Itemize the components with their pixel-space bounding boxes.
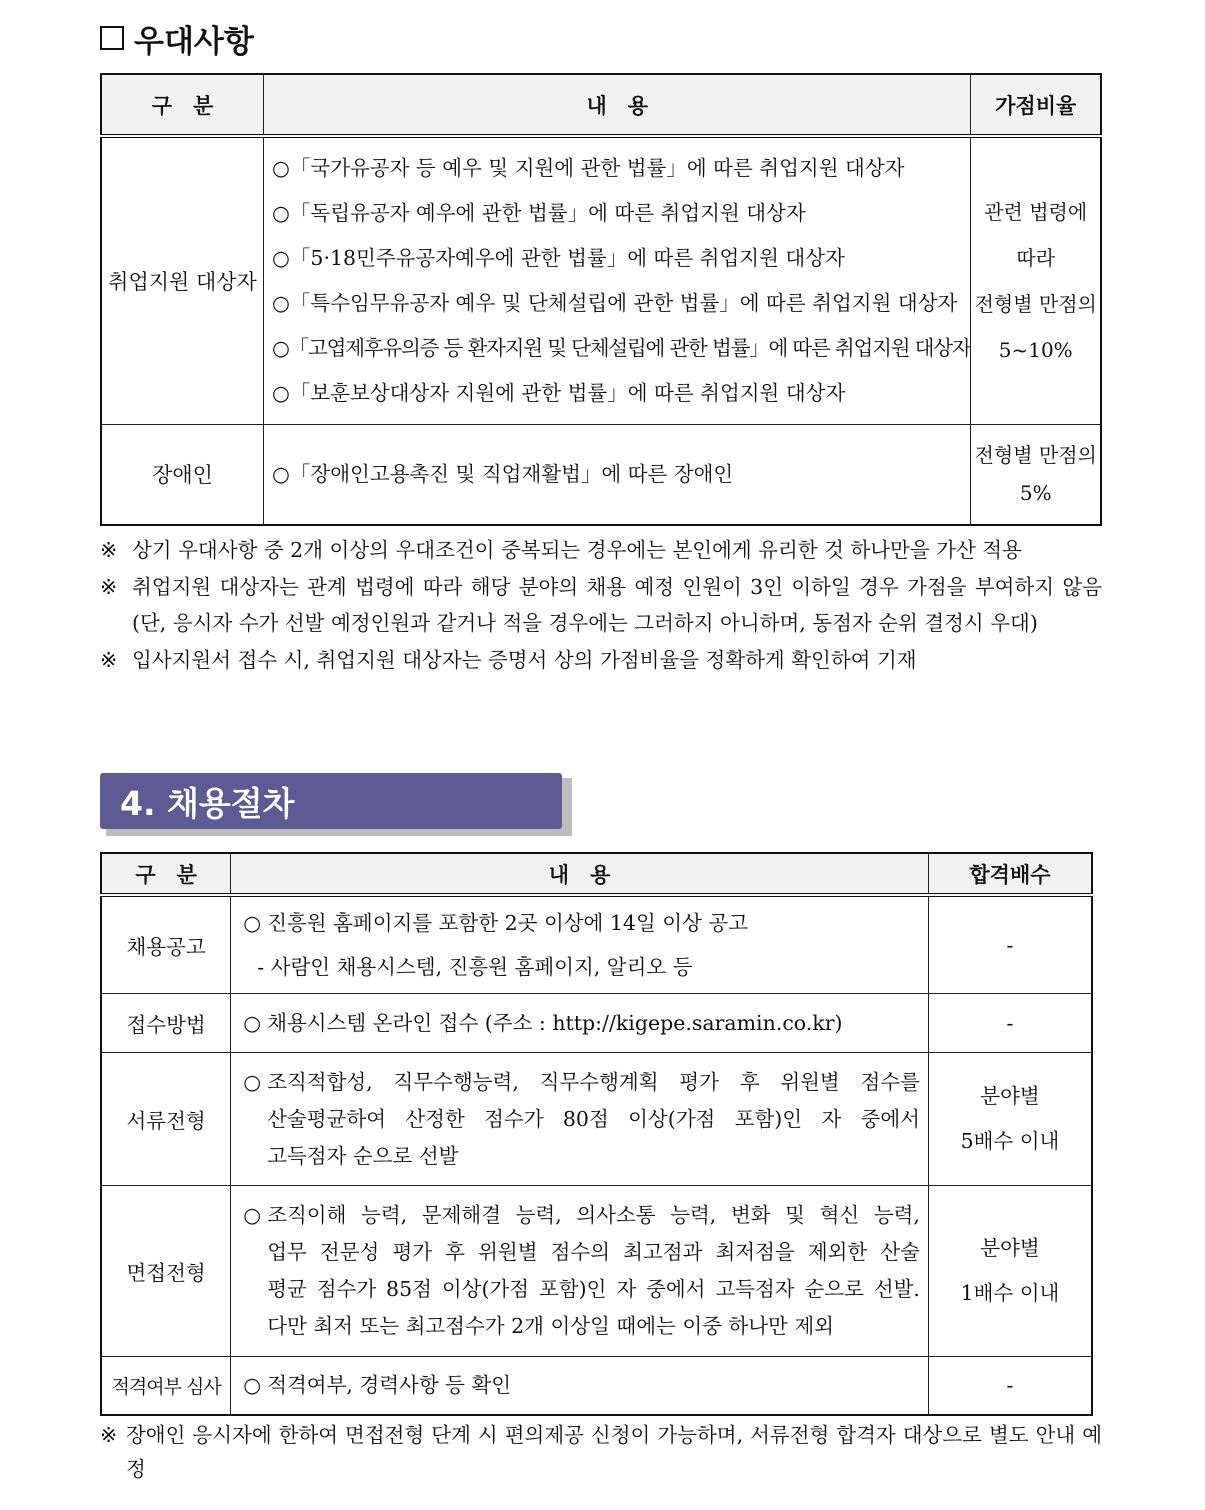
item-text: 진흥원 홈페이지를 포함한 2곳 이상에 14일 이상 공고 <box>267 911 749 935</box>
list-item-cont <box>243 1308 920 1345</box>
rate-line: 1배수 이내 <box>960 1281 1060 1305</box>
row-rate: - <box>928 994 1092 1053</box>
bullet-mark: ○ <box>243 1203 262 1227</box>
header-content: 내 용 <box>264 74 971 136</box>
list-item-cont <box>243 1271 920 1308</box>
item-text: 채용시스템 온라인 접수 (주소 : http://kigepe.saramin.co.kr) <box>267 1011 843 1035</box>
list-item <box>243 1001 920 1045</box>
row-category: 취업지원 대상자 <box>101 136 264 425</box>
section-banner <box>100 773 562 829</box>
item-text: 산술평균하여 산정한 점수가 80점 이상(가점 포함)인 자 중에서 <box>267 1106 920 1131</box>
list-item: ○「5·18민주유공자예우에 관한 법률」에 따른 취업지원 대상자 <box>272 246 845 270</box>
table-row <box>101 136 1101 425</box>
row-category: 서류전형 <box>101 1053 231 1186</box>
item-text: 고득점자 순으로 선발 <box>267 1143 459 1168</box>
preference-notes <box>100 532 1102 678</box>
note-mark: ※ <box>100 574 118 599</box>
note-item <box>100 642 1102 679</box>
row-category: 채용공고 <box>101 895 231 994</box>
list-item: ○「고엽제후유의증 등 환자지원 및 단체설립에 관한 법률」에 따른 취업지원 대상자 <box>272 336 971 360</box>
item-text: 다만 최저 또는 최고점수가 2개 이상일 때에는 이중 하나만 제외 <box>267 1314 834 1338</box>
list-item: ○「보훈보상대상자 지원에 관한 법률」에 따른 취업지원 대상자 <box>272 381 846 405</box>
list-item <box>243 1064 920 1101</box>
note-text: 입사지원서 접수 시, 취업지원 대상자는 증명서 상의 가점비율을 정확하게 확인하여 기재 <box>132 647 917 672</box>
row-category: 장애인 <box>101 425 264 525</box>
list-item-cont <box>243 1101 920 1138</box>
note-text: 취업지원 대상자는 관계 법령에 따라 해당 분야의 채용 예정 인원이 3인 이하일 경우 가점을 부여하지 않음 (단, 응시자 수가 선발 예정인원과 같거나 적을 경우에는 그러하지 아니하며, 동점자 순위 결정시 우대) <box>132 574 1102 635</box>
table-header-row <box>101 74 1101 136</box>
row-category: 면접전형 <box>101 1186 231 1357</box>
sub-item: - 사람인 채용시스템, 진흥원 홈페이지, 알리오 등 <box>257 955 693 979</box>
table-row <box>101 425 1101 525</box>
header-content: 내 용 <box>231 853 929 895</box>
rate-line: 5배수 이내 <box>960 1129 1060 1153</box>
row-category: 적격여부 심사 <box>101 1357 231 1415</box>
bullet-mark: ○ <box>243 911 262 935</box>
list-item: ○「특수임무유공자 예우 및 단체설립에 관한 법률」에 따른 취업지원 대상자 <box>272 291 958 315</box>
preference-table <box>100 73 1102 526</box>
row-rate: - <box>928 895 1092 994</box>
row-items <box>231 994 929 1053</box>
rate-line: 관련 법령에 따라 <box>984 200 1088 270</box>
header-category: 구 분 <box>101 74 264 136</box>
table-header-row <box>101 853 1092 895</box>
item-text: 적격여부, 경력사항 등 확인 <box>267 1373 512 1398</box>
list-item <box>243 1197 920 1234</box>
list-item <box>243 901 920 945</box>
item-text: 조직이해 능력, 문제해결 능력, 의사소통 능력, 변화 및 혁신 능력, <box>267 1203 920 1227</box>
bullet-mark: ○ <box>243 1011 262 1035</box>
row-items <box>231 1053 929 1186</box>
row-items <box>231 1186 929 1357</box>
table-row <box>101 895 1092 994</box>
note-text: 상기 우대사항 중 2개 이상의 우대조건이 중복되는 경우에는 본인에게 유리한 것 하나만을 가산 적용 <box>132 538 1022 562</box>
list-item-cont <box>243 1234 920 1271</box>
row-rate: - <box>928 1357 1092 1415</box>
note-mark: ※ <box>100 538 118 562</box>
row-items <box>264 425 971 525</box>
rate-line: 분야별 <box>980 1236 1040 1260</box>
table-row <box>101 1053 1092 1186</box>
list-item <box>243 1363 920 1407</box>
row-items <box>231 895 929 994</box>
row-items <box>264 136 971 425</box>
preference-title-text: 우대사항 <box>134 23 254 60</box>
row-rate <box>928 1053 1092 1186</box>
note-item <box>100 532 1102 569</box>
checkbox-square-icon <box>100 26 124 50</box>
note-item <box>100 569 1102 642</box>
row-category: 접수방법 <box>101 994 231 1053</box>
table-row <box>101 994 1092 1053</box>
rate-line: 분야별 <box>980 1084 1040 1108</box>
list-item: ○「장애인고용촉진 및 직업재활법」에 따른 장애인 <box>272 461 734 486</box>
procedure-table <box>100 852 1093 1416</box>
bullet-mark: ○ <box>243 1069 262 1094</box>
rate-line: 5~10% <box>998 338 1073 362</box>
item-text: 평균 점수가 85점 이상(가점 포함)인 자 중에서 고득점자 순으로 선발. <box>267 1277 920 1301</box>
section4-title: 4. 채용절차 <box>120 783 295 823</box>
item-text: 업무 전문성 평가 후 위원별 점수의 최고점과 최저점을 제외한 산술 <box>267 1240 920 1264</box>
note-mark: ※ <box>100 1423 118 1447</box>
procedure-note <box>100 1418 1102 1486</box>
note-text: 장애인 응시자에 한하여 면접전형 단계 시 편의제공 신청이 가능하며, 서류전형 합격자 대상으로 별도 안내 예정 <box>126 1423 1102 1481</box>
header-rate: 합격배수 <box>928 853 1092 895</box>
note-mark: ※ <box>100 647 118 672</box>
list-item-cont <box>243 1138 920 1175</box>
header-category: 구 분 <box>101 853 231 895</box>
row-rate <box>928 1186 1092 1357</box>
rate-line: 5% <box>1019 481 1052 506</box>
list-item: ○「독립유공자 예우에 관한 법률」에 따른 취업지원 대상자 <box>272 201 806 225</box>
header-rate: 가점비율 <box>971 74 1101 136</box>
row-rate <box>971 425 1101 525</box>
preference-section-title <box>100 16 254 60</box>
rate-line: 전형별 만점의 <box>974 292 1097 316</box>
note-item <box>100 1418 1102 1486</box>
rate-line: 전형별 만점의 <box>974 443 1097 468</box>
row-items <box>231 1357 929 1415</box>
bullet-mark: ○ <box>243 1373 262 1398</box>
row-rate <box>971 136 1101 425</box>
item-text: 조직적합성, 직무수행능력, 직무수행계획 평가 후 위원별 점수를 <box>267 1069 920 1094</box>
table-row <box>101 1357 1092 1415</box>
table-row <box>101 1186 1092 1357</box>
list-item: ○「국가유공자 등 예우 및 지원에 관한 법률」에 따른 취업지원 대상자 <box>272 156 905 180</box>
